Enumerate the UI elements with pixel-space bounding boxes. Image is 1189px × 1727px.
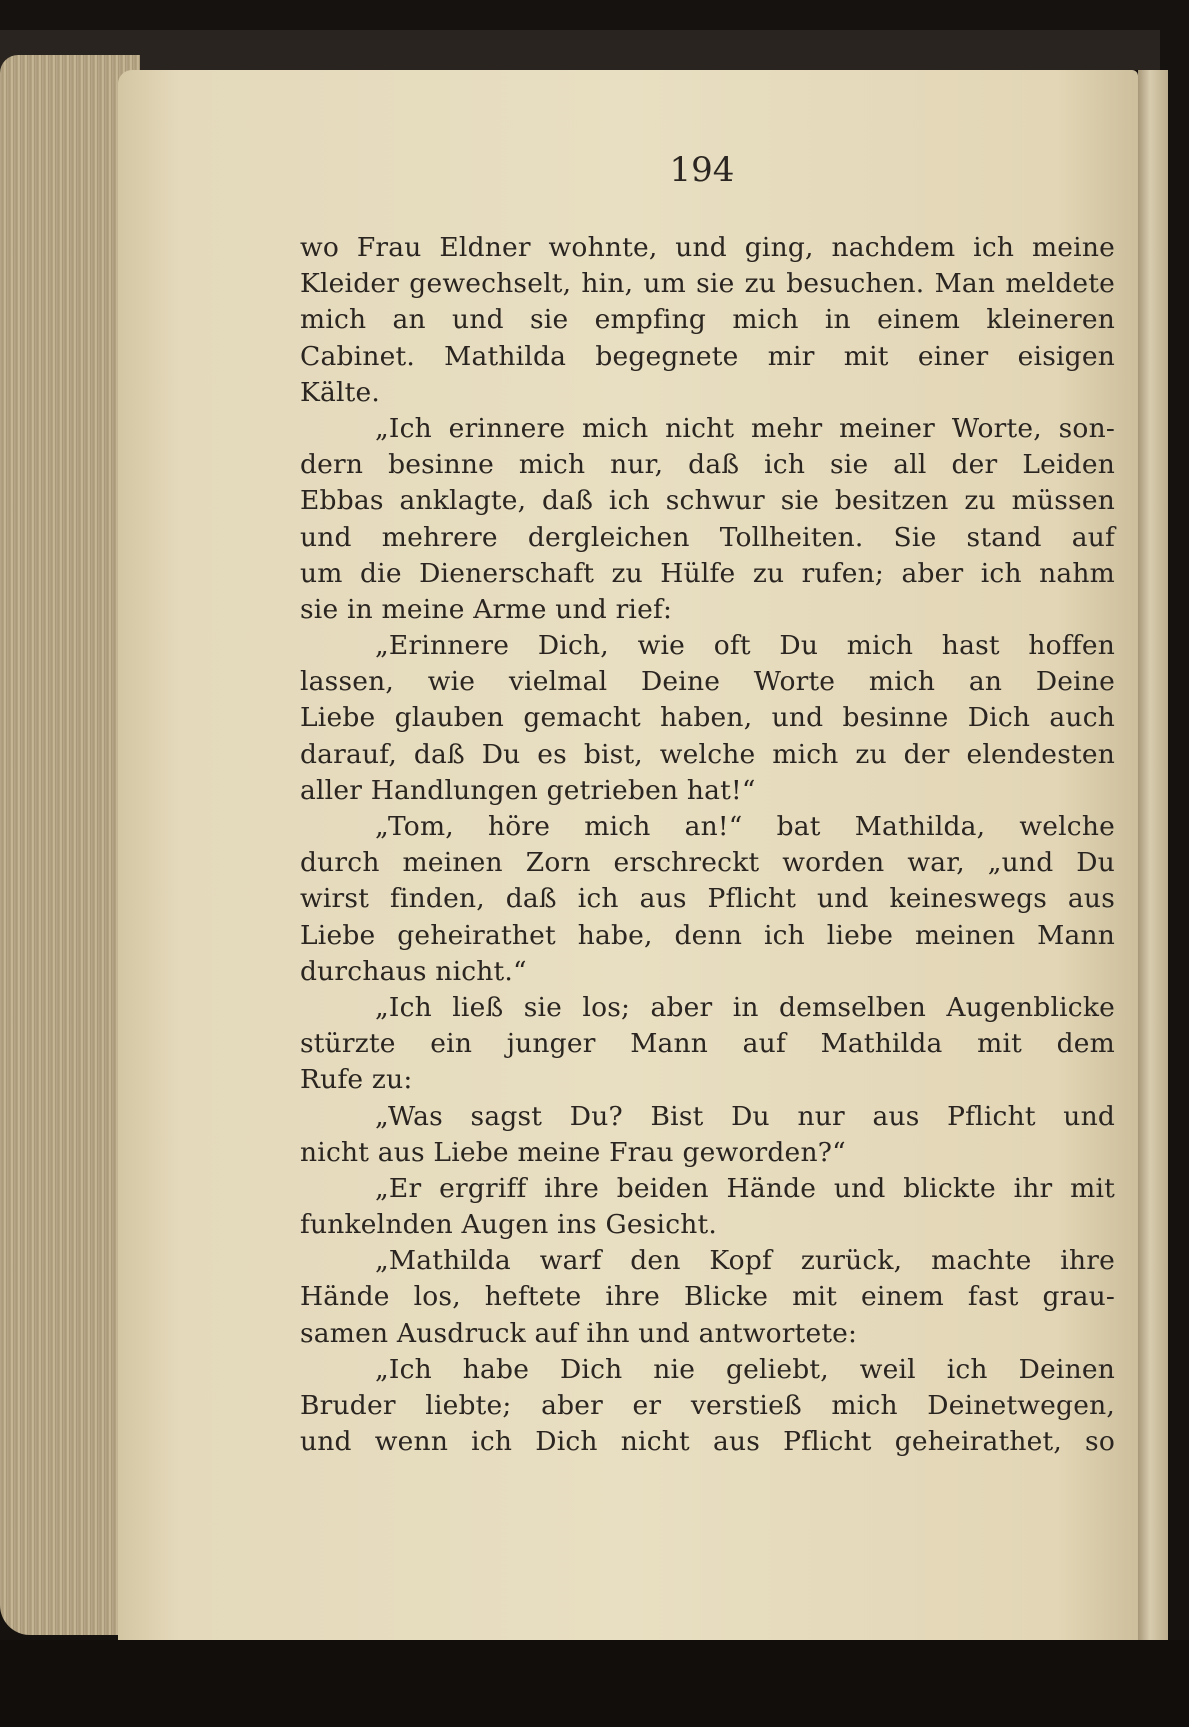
text-line: aller Handlungen getrieben hat!“ <box>300 774 756 806</box>
text-line: „Tom, höre mich an!“ bat Mathilda, welche <box>375 811 1115 842</box>
text-line: durch meinen Zorn erschreckt worden war, „und Du <box>300 847 1115 879</box>
text-line: stürzte ein junger Mann auf Mathilda mit dem <box>300 1028 1115 1060</box>
text-line: Liebe geheirathet habe, denn ich liebe meinen Mann <box>300 919 1115 951</box>
book-cover-edge <box>0 30 1160 70</box>
text-line: und wenn ich Dich nicht aus Pflicht geheirathet, so <box>300 1426 1115 1458</box>
page-text <box>300 230 1115 1460</box>
text-line: nicht aus Liebe meine Frau geworden?“ <box>300 1136 846 1168</box>
text-line: „Erinnere Dich, wie oft Du mich hast hoffen <box>375 630 1115 662</box>
text-line: samen Ausdruck auf ihn und antwortete: <box>300 1317 858 1349</box>
text-line: „Ich ließ sie los; aber in demselben Augenblicke <box>375 991 1115 1023</box>
text-line: wo Frau Eldner wohnte, und ging, nachdem ich meine <box>300 232 1115 263</box>
text-line: Ebbas anklagte, daß ich schwur sie besitzen zu müssen <box>300 485 1115 517</box>
text-line: funkelnden Augen ins Gesicht. <box>300 1209 717 1241</box>
text-line: Cabinet. Mathilda begegnete mir mit einer eisigen <box>300 340 1115 372</box>
text-line: mich an und sie empfing mich in einem kleineren <box>300 304 1115 336</box>
text-line: Hände los, heftete ihre Blicke mit einem fast grau- <box>300 1281 1115 1313</box>
text-line: wirst finden, daß ich aus Pflicht und keineswegs aus <box>300 883 1115 915</box>
text-line: dern besinne mich nur, daß ich sie all der Leiden <box>300 449 1115 481</box>
text-line: durchaus nicht.“ <box>300 955 527 987</box>
text-line: Kälte. <box>300 376 381 408</box>
text-line: „Ich erinnere mich nicht mehr meiner Worte, son- <box>375 412 1115 444</box>
page-number: 194 <box>669 150 735 190</box>
text-line: „Was sagst Du? Bist Du nur aus Pflicht und <box>375 1100 1115 1132</box>
bottom-shadow <box>0 1640 1189 1727</box>
text-line: Rufe zu: <box>300 1064 413 1096</box>
text-line: lassen, wie vielmal Deine Worte mich an Deine <box>300 666 1115 698</box>
text-line: um die Dienerschaft zu Hülfe zu rufen; aber ich nahm <box>300 557 1115 589</box>
text-line: und mehrere dergleichen Tollheiten. Sie stand auf <box>300 521 1115 553</box>
text-line: Liebe glauben gemacht haben, und besinne Dich auch <box>300 702 1115 734</box>
text-line: „Ich habe Dich nie geliebt, weil ich Deinen <box>375 1353 1115 1385</box>
text-line: Bruder liebte; aber er verstieß mich Deinetwegen, <box>300 1390 1115 1421</box>
text-line: darauf, daß Du es bist, welche mich zu der elendesten <box>300 738 1115 770</box>
facing-page-edge <box>1138 70 1168 1650</box>
text-line: Kleider gewechselt, hin, um sie zu besuchen. Man meldete <box>300 268 1115 300</box>
text-line: „Mathilda warf den Kopf zurück, machte ihre <box>375 1245 1115 1277</box>
text-line: „Er ergriff ihre beiden Hände und blickte ihr mit <box>375 1172 1115 1204</box>
text-line: sie in meine Arme und rief: <box>300 593 673 625</box>
